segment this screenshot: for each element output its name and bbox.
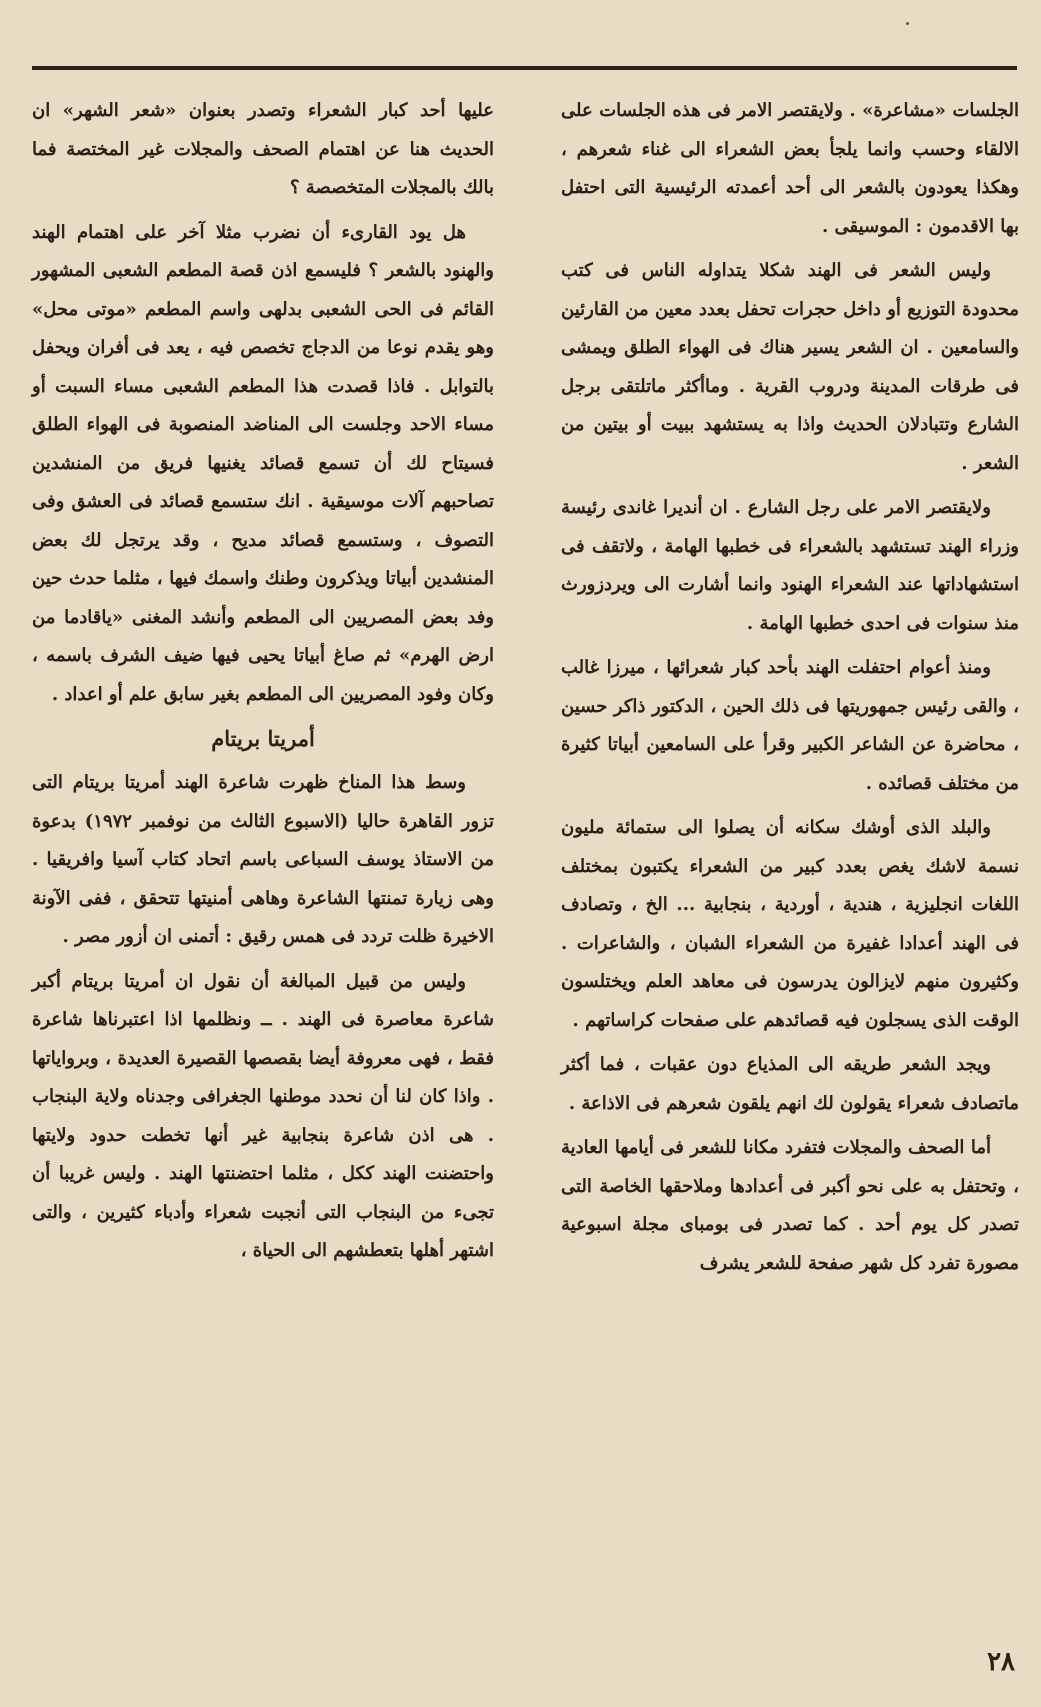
paragraph: الجلسات «مشاعرة» . ولايقتصر الامر فى هذه الجلسات على الالقاء وحسب وانما يلجأ بعض الشعراء الى غناء شعرهم ، وهكذا يعودون بالشعر الى أحد أعمدته الرئيسية التى احتفل بها الاقدمون : الموسيقى . <box>561 100 1019 237</box>
paragraph: ومنذ أعوام احتفلت الهند بأحد كبار شعرائها ، ميرزا غالب ، والقى رئيس جمهوريتها فى ذلك الحين ، الدكتور ذاكر حسين ، محاضرة عن الشاعر الكبير وقرأ على السامعين أبياتا كثيرة من مختلف قصائده . <box>561 657 1019 794</box>
paragraph: أما الصحف والمجلات فتفرد مكانا للشعر فى أيامها العادية ، وتحتفل به على نحو أكبر فى أعدادها وملاحقها الخاصة التى تصدر كل يوم أحد . كما تصدر فى بومباى مجلة اسبوعية مصورة تفرد كل شهر صفحة للشعر يشرف <box>561 1137 1019 1274</box>
ink-speck <box>906 22 909 25</box>
paragraph: ويجد الشعر طريقه الى المذياع دون عقبات ، فما أكثر ماتصادف شعراء يقولون لك انهم يلقون شعرهم فى الاذاعة . <box>561 1054 1019 1114</box>
right-column <box>561 92 1019 1607</box>
section-subheading: أمريتا بريتام <box>211 726 315 751</box>
paragraph: هل يود القارىء أن نضرب مثلا آخر على اهتمام الهند والهنود بالشعر ؟ فليسمع اذن قصة المطعم الشعبى المشهور القائم فى الحى الشعبى بدلهى واسم المطعم «موتى محل» وهو يقدم نوعا من الدجاج تخصص فيه ، يعد فى أفران ويحفل بالتوابل . فاذا قصدت هذا المطعم الشعبى مساء السبت أو مساء الاحد وجلست الى المناضد المنصوبة فى الهواء الطلق فسيتاح لك أن تسمع قصائد يغنيها فريق من المنشدين تصاحبهم آلات موسيقية . انك ستسمع قصائد فى العشق وفى التصوف ، وستسمع قصائد مديح ، وقد يرتجل لك بعض المنشدين أبياتا ويذكرون وطنك واسمك فيها ، مثلما حدث حين وفد بعض المصريين الى المطعم وأنشد المغنى «ياقادما من ارض الهرم» ثم صاغ أبياتا يحيى فيها ضيف الشرف باسمه ، وكان وفود المصريين الى المطعم بغير سابق علم أو اعداد . <box>32 221 494 705</box>
header-rule <box>32 66 1017 70</box>
left-column <box>32 92 494 1607</box>
paragraph: وليس من قبيل المبالغة أن نقول ان أمريتا بريتام أكبر شاعرة معاصرة فى الهند . ــ ونظلمها اذا اعتبرناها شاعرة فقط ، فهى معروفة أيضا بقصصها القصيرة العديدة ، وبرواياتها . واذا كان لنا أن نحدد موطنها الجغرافى وجدناه ولاية البنجاب . هى اذن شاعرة بنجابية غير أنها تخطت حدود ولايتها واحتضنت الهند ككل ، مثلما احتضنتها الهند . وليس غريبا أن تجىء من البنجاب التى أنجبت شعراء وأدباء كثيرين ، والتى اشتهر أهلها بتعطشهم الى الحياة ، <box>32 970 494 1261</box>
paragraph: عليها أحد كبار الشعراء وتصدر بعنوان «شعر الشهر» ان الحديث هنا عن اهتمام الصحف والمجلات غير المختصة فما بالك بالمجلات المتخصصة ؟ <box>32 100 494 198</box>
paragraph: ولايقتصر الامر على رجل الشارع . ان أنديرا غاندى رئيسة وزراء الهند تستشهد بالشعراء فى خطبها الهامة ، ولاتقف فى استشهاداتها عند الشعراء الهنود وانما أشارت الى ويردزورث منذ سنوات فى احدى خطبها الهامة . <box>561 497 1019 634</box>
paragraph: وليس الشعر فى الهند شكلا يتداوله الناس فى كتب محدودة التوزيع أو داخل حجرات تحفل بعدد معين من القارئين والسامعين . ان الشعر يسير هناك فى الهواء الطلق ويمشى فى طرقات المدينة ودروب القرية . وماأكثر ماتلتقى برجل الشارع وتتبادلان الحديث واذا به يستشهد ببيت أو بيتين من الشعر . <box>561 260 1019 474</box>
paragraph: وسط هذا المناخ ظهرت شاعرة الهند أمريتا بريتام التى تزور القاهرة حاليا (الاسبوع الثالث من نوفمبر ١٩٧٢) بدعوة من الاستاذ يوسف السباعى باسم اتحاد كتاب آسيا وافريقيا . وهى زيارة تمنتها الشاعرة وهاهى أمنيتها تتحقق ، ففى الآونة الاخيرة ظلت تردد فى همس رقيق : أتمنى ان أزور مصر . <box>32 772 494 947</box>
paragraph: والبلد الذى أوشك سكانه أن يصلوا الى ستمائة مليون نسمة لاشك يغص بعدد كبير من الشعراء يكتبون بمختلف اللغات انجليزية ، هندية ، أوردية ، بنجابية ... الخ ، وتصادف فى الهند أعدادا غفيرة من الشعراء الشبان ، والشاعرات . وكثيرون منهم لايزالون يدرسون فى معاهد العلم ويختلسون الوقت الذى يسجلون فيه قصائدهم على صفحات كراساتهم . <box>561 817 1019 1031</box>
page-number: ٢٨ <box>987 1647 1015 1677</box>
